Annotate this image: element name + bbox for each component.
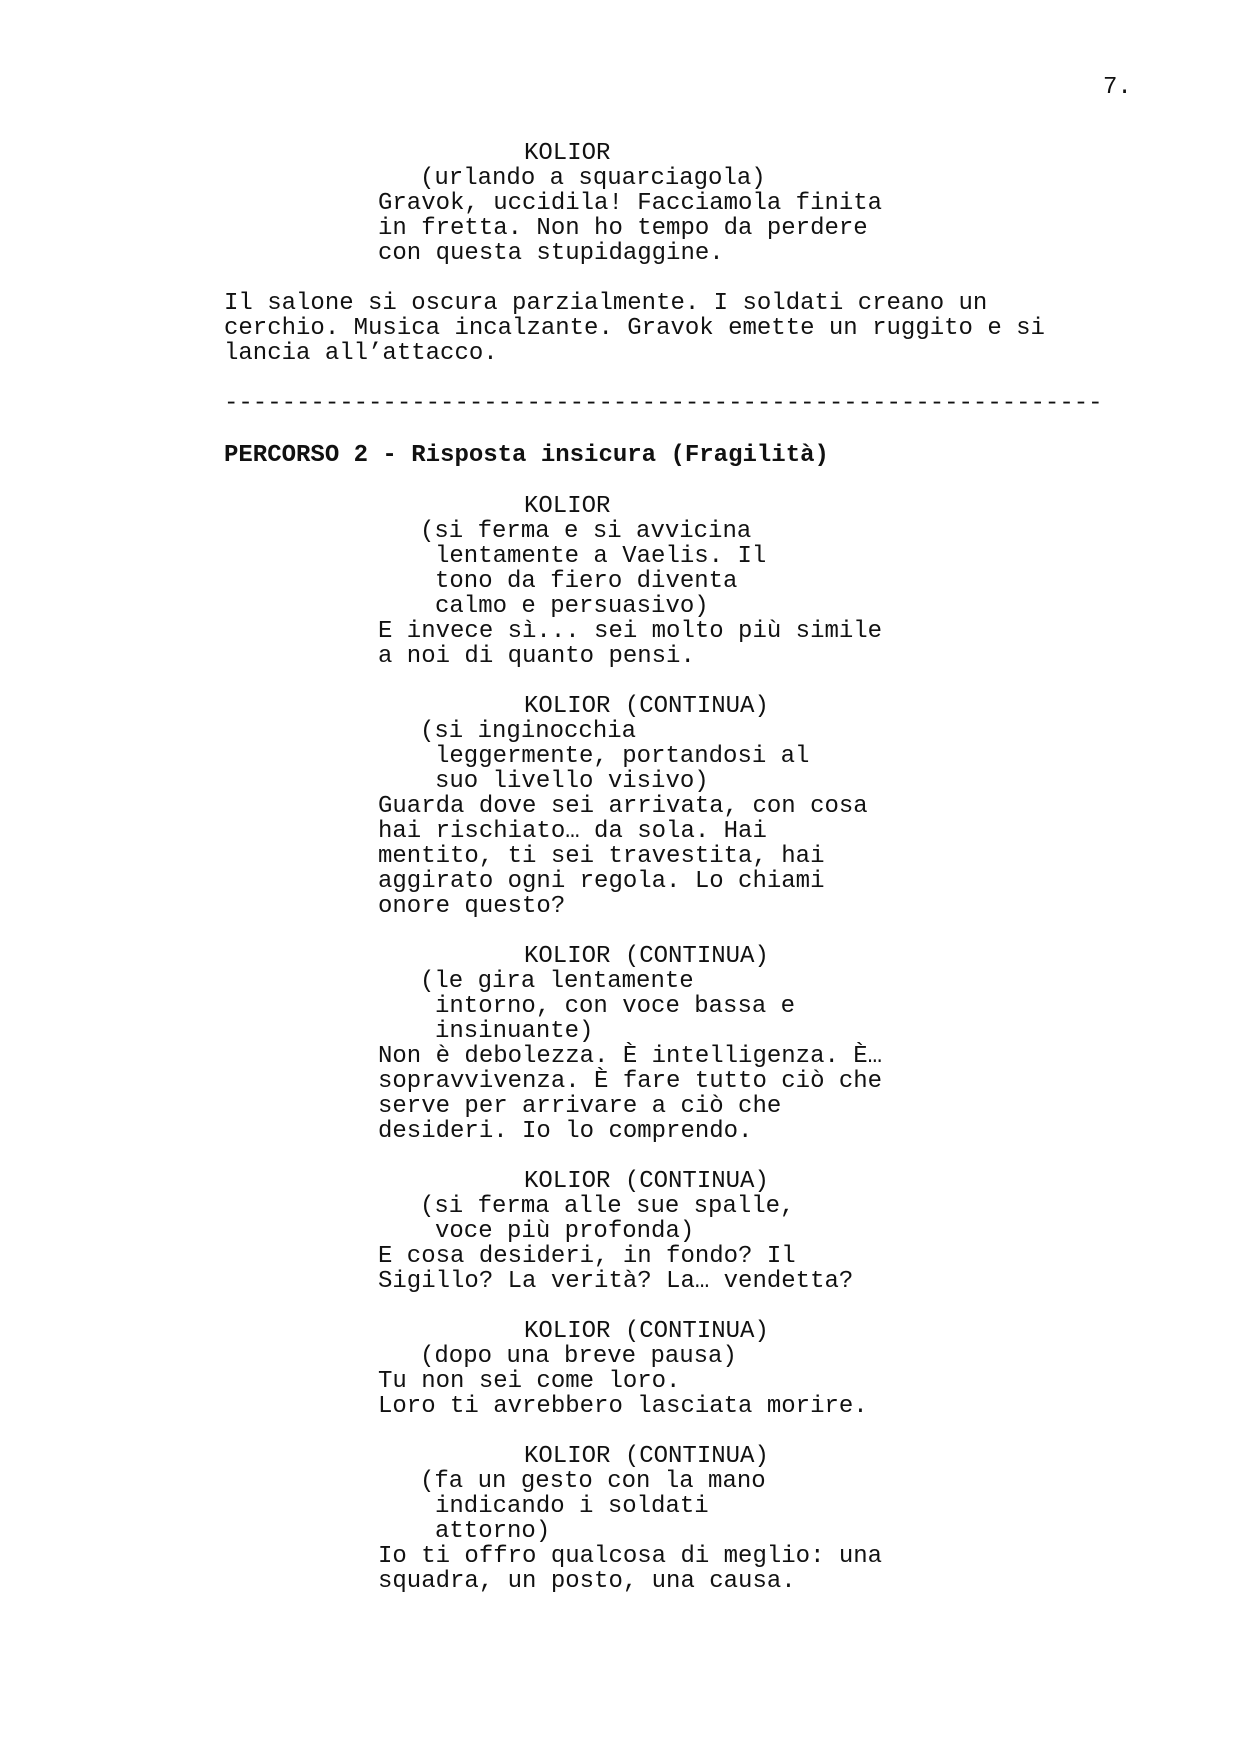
section-heading: PERCORSO 2 - Risposta insicura (Fragilità): [224, 442, 829, 469]
dialogue-line: onore questo?: [378, 893, 566, 920]
dialogue-line: Tu non sei come loro.: [378, 1368, 681, 1395]
dialogue-line: Io ti offro qualcosa di meglio: una: [378, 1543, 883, 1570]
parenthetical: intorno, con voce bassa e: [435, 993, 796, 1020]
parenthetical: voce più profonda): [435, 1218, 695, 1245]
dialogue-line: Loro ti avrebbero lasciata morire.: [378, 1393, 868, 1420]
dialogue-line: hai rischiato… da sola. Hai: [378, 818, 767, 845]
dialogue-line: con questa stupidaggine.: [378, 240, 724, 267]
parenthetical: lentamente a Vaelis. Il: [435, 543, 767, 570]
parenthetical: indicando i soldati: [435, 1493, 709, 1520]
dialogue-line: Gravok, uccidila! Facciamola finita: [378, 190, 883, 217]
parenthetical: calmo e persuasivo): [435, 593, 709, 620]
character-name: KOLIOR: [524, 493, 611, 520]
parenthetical: (si ferma alle sue spalle,: [420, 1193, 795, 1220]
parenthetical: (le gira lentamente: [420, 968, 694, 995]
action-line: lancia all’attacco.: [224, 340, 498, 367]
character-name: KOLIOR (CONTINUA): [524, 1168, 769, 1195]
dialogue-line: squadra, un posto, una causa.: [378, 1568, 796, 1595]
parenthetical: insinuante): [435, 1018, 594, 1045]
parenthetical: (urlando a squarciagola): [420, 165, 766, 192]
parenthetical: suo livello visivo): [435, 768, 709, 795]
dialogue-line: aggirato ogni regola. Lo chiami: [378, 868, 825, 895]
dialogue-line: sopravvivenza. È fare tutto ciò che: [378, 1068, 883, 1095]
character-name: KOLIOR (CONTINUA): [524, 1443, 769, 1470]
character-name: KOLIOR (CONTINUA): [524, 1318, 769, 1345]
page-number: 7.: [1103, 74, 1132, 101]
character-name: KOLIOR (CONTINUA): [524, 693, 769, 720]
dialogue-line: desideri. Io lo comprendo.: [378, 1118, 753, 1145]
dialogue-line: a noi di quanto pensi.: [378, 643, 695, 670]
parenthetical: (dopo una breve pausa): [420, 1343, 737, 1370]
character-name: KOLIOR (CONTINUA): [524, 943, 769, 970]
dialogue-line: Guarda dove sei arrivata, con cosa: [378, 793, 868, 820]
parenthetical: tono da fiero diventa: [435, 568, 738, 595]
dialogue-line: serve per arrivare a ciò che: [378, 1093, 782, 1120]
section-divider: -------------------------------------------------------------: [224, 390, 1103, 417]
action-line: cerchio. Musica incalzante. Gravok emette un ruggito e si: [224, 315, 1045, 342]
dialogue-line: Sigillo? La verità? La… vendetta?: [378, 1268, 854, 1295]
dialogue-line: mentito, ti sei travestita, hai: [378, 843, 825, 870]
dialogue-line: E invece sì... sei molto più simile: [378, 618, 883, 645]
parenthetical: leggermente, portandosi al: [435, 743, 810, 770]
parenthetical: (si ferma e si avvicina: [420, 518, 752, 545]
parenthetical: (si inginocchia: [420, 718, 637, 745]
character-name: KOLIOR: [524, 140, 611, 167]
dialogue-line: in fretta. Non ho tempo da perdere: [378, 215, 868, 242]
dialogue-line: Non è debolezza. È intelligenza. È…: [378, 1043, 883, 1070]
parenthetical: attorno): [435, 1518, 551, 1545]
action-line: Il salone si oscura parzialmente. I soldati creano un: [224, 290, 988, 317]
dialogue-line: E cosa desideri, in fondo? Il: [378, 1243, 796, 1270]
parenthetical: (fa un gesto con la mano: [420, 1468, 766, 1495]
